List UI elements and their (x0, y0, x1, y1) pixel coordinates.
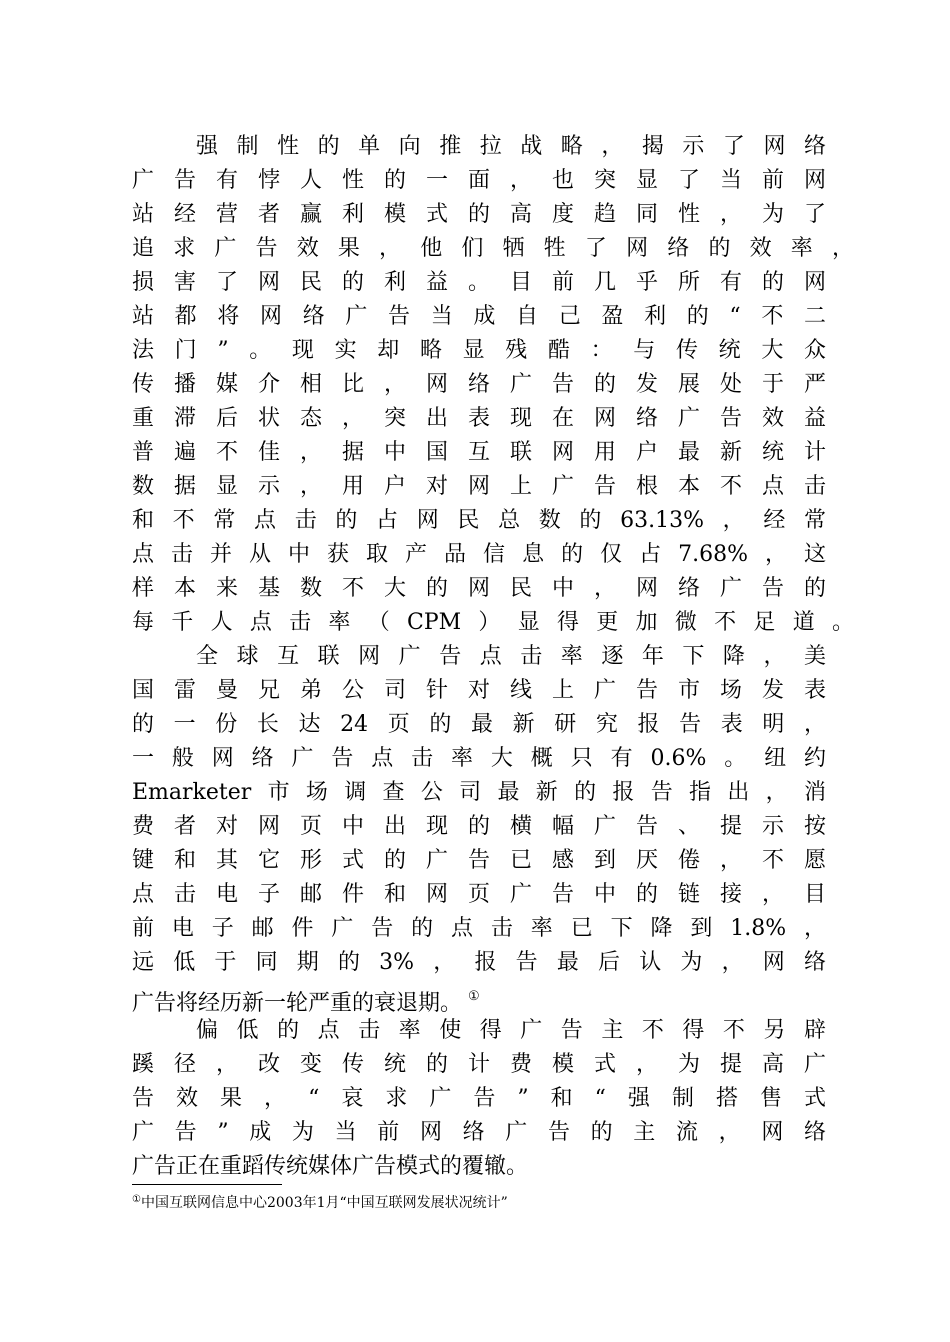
text-line (132, 538, 826, 572)
line-text: 追求广告效果，他们牺牲了网络的效率 (132, 236, 832, 261)
text-line (132, 1048, 826, 1082)
line-text: 远低于同期的3%，报告最后认为，网络 (132, 950, 826, 975)
paragraph (132, 1014, 826, 1184)
line-text: 强制性的单向推拉战略，揭示了网络 (196, 134, 826, 159)
text-line (132, 776, 826, 810)
line-text: 的一份长达24页的最新研究报告表明， (132, 712, 826, 737)
line-text: 费者对网页中出现的横幅广告、提示按 (132, 814, 826, 839)
text-line (132, 368, 826, 402)
text-line (132, 640, 826, 674)
line-text: 广告有悖人性的一面，也突显了当前网 (132, 168, 826, 193)
line-text: 点击电子邮件和网页广告中的链接，目 (132, 882, 826, 907)
line-text: 广告”成为当前网络广告的主流，网络 (132, 1120, 826, 1145)
text-line (132, 810, 826, 844)
footnote (132, 1192, 508, 1212)
line-text: 点击并从中获取产品信息的仅占7.68%，这 (132, 542, 826, 567)
footnote-reference[interactable]: ① (468, 989, 480, 1004)
footnote-mark: ① (132, 1194, 141, 1205)
text-line (132, 606, 854, 640)
text-line (132, 674, 826, 708)
line-text: 法门”。现实却略显残酷：与传统大众 (132, 338, 826, 363)
footnote-divider (132, 1184, 282, 1185)
text-line (132, 266, 826, 300)
line-text: 全球互联网广告点击率逐年下降，美 (196, 644, 826, 669)
text-line (132, 198, 826, 232)
text-line (132, 1082, 826, 1116)
text-line (132, 742, 826, 776)
line-text: 蹊径，改变传统的计费模式，为提高广 (132, 1052, 826, 1077)
overflow-punctuation: ， (831, 236, 854, 261)
text-line (132, 1014, 826, 1048)
line-text: 广告将经历新一轮严重的衰退期。 (132, 991, 463, 1016)
text-line (132, 844, 826, 878)
line-text: 每千人点击率（CPM）显得更加微不足道 (132, 610, 832, 635)
text-line (132, 912, 826, 946)
text-line (132, 878, 826, 912)
line-text: 广告正在重蹈传统媒体广告模式的覆辙。 (132, 1154, 529, 1179)
line-text: 站都将网络广告当成自己盈利的“不二 (132, 304, 826, 329)
document-body (132, 130, 854, 1184)
text-line (132, 402, 826, 436)
line-text: 传播媒介相比，网络广告的发展处于严 (132, 372, 826, 397)
line-text: 国雷曼兄弟公司针对线上广告市场发表 (132, 678, 826, 703)
text-line (132, 946, 826, 980)
text-line (132, 1116, 826, 1150)
line-text: 重滞后状态，突出表现在网络广告效益 (132, 406, 826, 431)
line-text: Emarketer市场调查公司最新的报告指出，消 (132, 780, 826, 805)
line-text: 损害了网民的利益。目前几乎所有的网 (132, 270, 826, 295)
footnote-text: 中国互联网信息中心2003年1月“中国互联网发展状况统计” (140, 1195, 508, 1211)
line-text: 键和其它形式的广告已感到厌倦，不愿 (132, 848, 826, 873)
line-text: 前电子邮件广告的点击率已下降到1.8%， (132, 916, 826, 941)
text-line (132, 708, 826, 742)
line-text: 样本来基数不大的网民中，网络广告的 (132, 576, 826, 601)
text-line (132, 1150, 826, 1184)
text-line (132, 436, 826, 470)
text-line (132, 504, 826, 538)
line-text: 告效果，“哀求广告”和“强制搭售式 (132, 1086, 826, 1111)
line-text: 站经营者赢利模式的高度趋同性，为了 (132, 202, 826, 227)
text-line (132, 572, 826, 606)
line-text: 普遍不佳，据中国互联网用户最新统计 (132, 440, 826, 465)
line-text: 数据显示，用户对网上广告根本不点击 (132, 474, 826, 499)
line-text: 偏低的点击率使得广告主不得不另辟 (196, 1018, 826, 1043)
text-line (132, 980, 826, 1014)
text-line (132, 130, 826, 164)
text-line (132, 470, 826, 504)
line-text: 和不常点击的占网民总数的63.13%，经常 (132, 508, 826, 533)
line-text: 一般网络广告点击率大概只有0.6%。纽约 (132, 746, 826, 771)
paragraph (132, 640, 826, 1014)
overflow-punctuation: 。 (831, 610, 854, 635)
text-line (132, 334, 826, 368)
text-line (132, 164, 826, 198)
paragraph (132, 130, 854, 640)
text-line (132, 300, 826, 334)
text-line (132, 232, 854, 266)
